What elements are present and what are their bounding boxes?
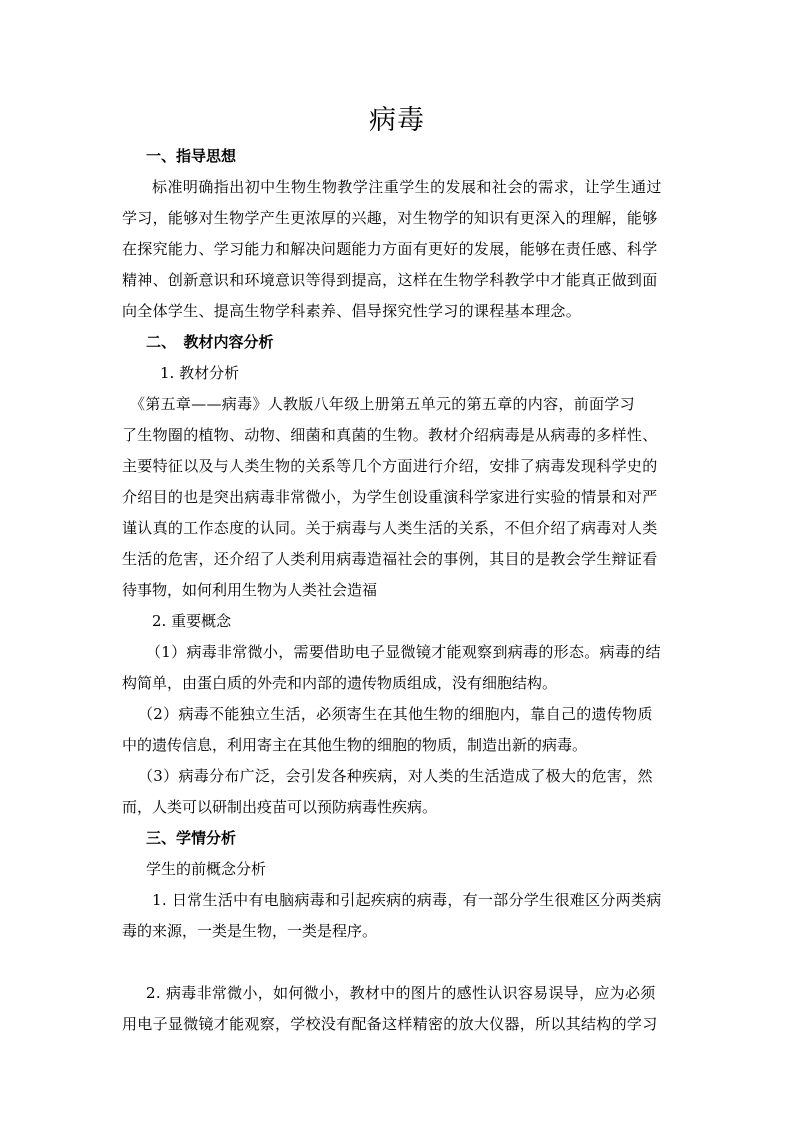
- section-heading-3: 三、学情分析: [146, 829, 237, 847]
- paragraph-line: 用电子显微镜才能观察，学校没有配备这样精密的放大仪器，所以其结构的学习: [122, 1015, 658, 1033]
- paragraph-line: 标准明确指出初中生物生物教学注重学生的发展和社会的需求，让学生通过: [152, 178, 662, 196]
- paragraph-line: 《第五章——病毒》人教版八年级上册第五单元的第五章的内容，前面学习: [130, 395, 635, 413]
- subsection-heading: 1. 教材分析: [160, 364, 240, 382]
- paragraph-line: 待事物，如何利用生物为人类社会造福: [122, 581, 378, 599]
- section-heading-1: 一、指导思想: [146, 147, 237, 165]
- paragraph-line: 向全体学生、提高生物学科素养、倡导探究性学习的课程基本理念。: [122, 302, 582, 320]
- paragraph-line: 了生物圈的植物、动物、细菌和真菌的生物。教材介绍病毒是从病毒的多样性、: [122, 426, 658, 444]
- subsection-heading: 学生的前概念分析: [146, 860, 267, 878]
- paragraph-line: 精神、创新意识和环境意识等得到提高，这样在生物学科教学中才能真正做到面: [122, 271, 658, 289]
- paragraph-line: 在探究能力、学习能力和解决问题能力方面有更好的发展，能够在责任感、科学: [122, 240, 658, 258]
- paragraph-line: 学习，能够对生物学产生更浓厚的兴趣，对生物学的知识有更深入的理解，能够: [122, 209, 658, 227]
- subsection-heading: 2. 重要概念: [152, 612, 232, 630]
- paragraph-line: 1. 日常生活中有电脑病毒和引起疾病的病毒，有一部分学生很难区分两类病: [152, 891, 662, 909]
- paragraph-line: 2. 病毒非常微小，如何微小，教材中的图片的感性认识容易误导，应为必须: [146, 984, 656, 1002]
- paragraph-line: （3）病毒分布广泛，会引发各种疾病，对人类的生活造成了极大的危害，然: [138, 767, 653, 785]
- paragraph-line: 谨认真的工作态度的认同。关于病毒与人类生活的关系，不但介绍了病毒对人类: [122, 519, 658, 537]
- section-heading-2: 二、 教材内容分析: [146, 333, 274, 351]
- paragraph-line: 生活的危害，还介绍了人类利用病毒造福社会的事例，其目的是教会学生辩证看: [122, 550, 658, 568]
- paragraph-line: 主要特征以及与人类生物的关系等几个方面进行介绍，安排了病毒发现科学史的: [122, 457, 658, 475]
- paragraph-line: 构简单，由蛋白质的外壳和内部的遗传物质组成，没有细胞结构。: [122, 674, 558, 692]
- paragraph-line: （1）病毒非常微小，需要借助电子显微镜才能观察到病毒的形态。病毒的结: [146, 643, 661, 661]
- paragraph-line: （2）病毒不能独立生活，必须寄生在其他生物的细胞内，靠自己的遗传物质: [138, 705, 653, 723]
- paragraph-line: 介绍目的也是突出病毒非常微小，为学生创设重演科学家进行实验的情景和对严: [122, 488, 658, 506]
- paragraph-line: 而，人类可以研制出疫苗可以预防病毒性疾病。: [122, 798, 438, 816]
- paragraph-line: 毒的来源，一类是生物，一类是程序。: [122, 922, 378, 940]
- paragraph-line: 中的遗传信息，利用寄主在其他生物的细胞的物质，制造出新的病毒。: [122, 736, 588, 754]
- page-title: 病毒: [369, 105, 425, 136]
